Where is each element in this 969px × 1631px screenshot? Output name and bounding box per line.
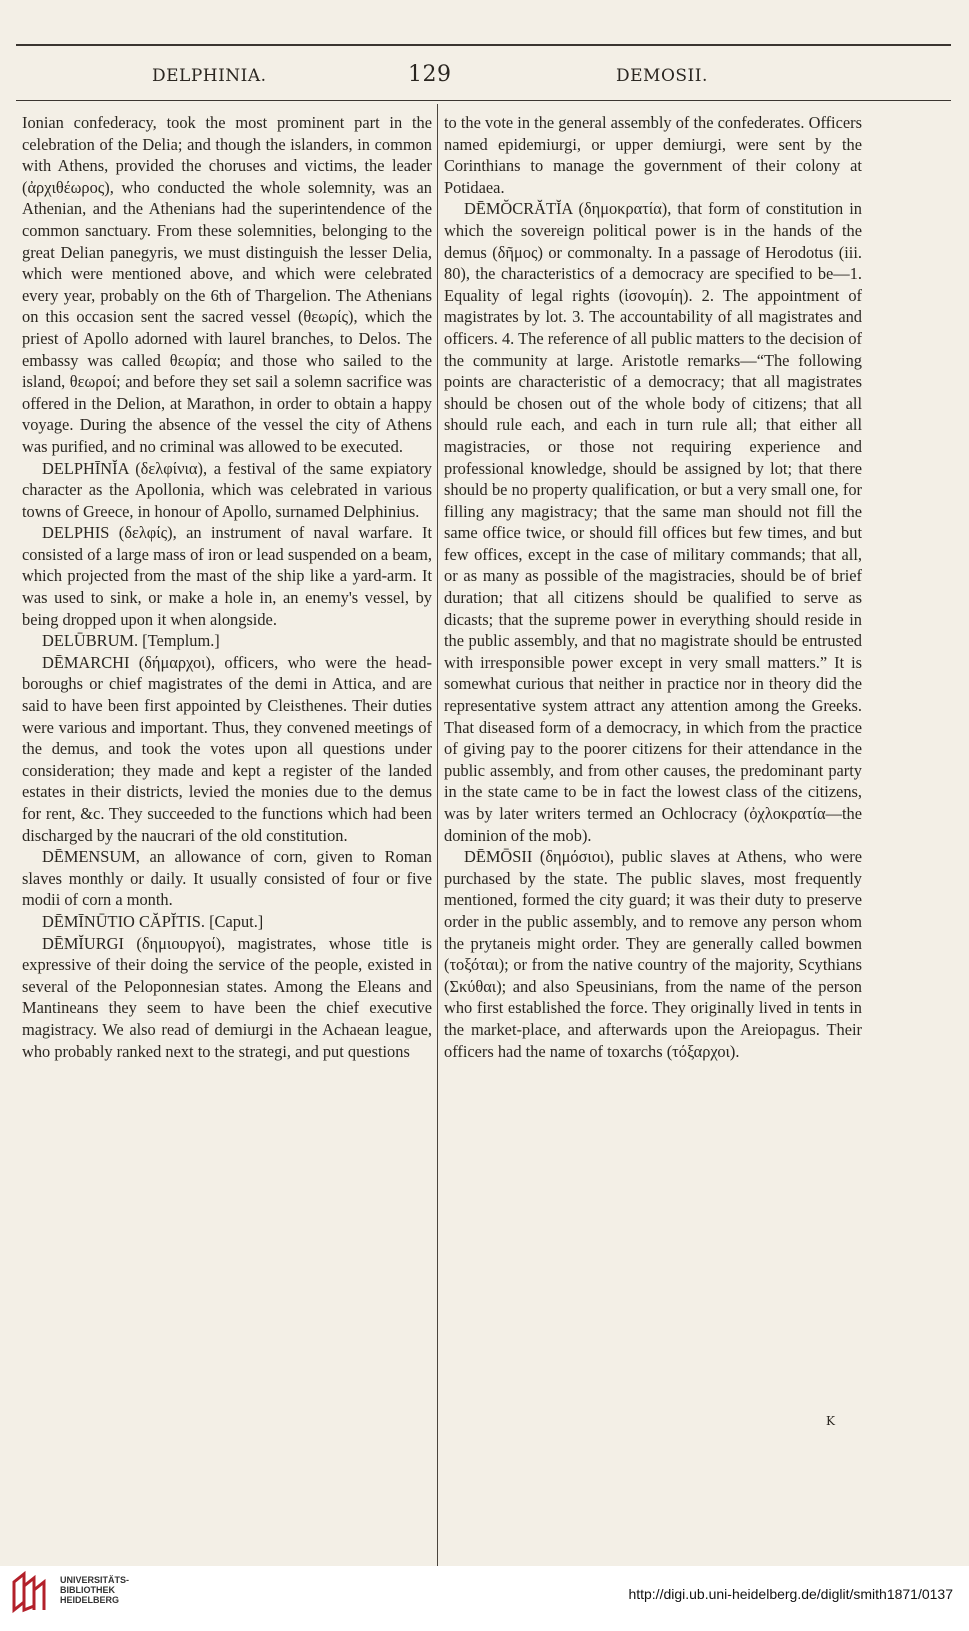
library-name-line: BIBLIOTHEK [60,1585,115,1595]
paragraph: DĒMĪNŪTIO CĂPĬTIS. [Caput.] [42,911,264,931]
running-head-right: DEMOSII. [616,66,708,86]
right-column [444,112,862,1062]
running-head [16,62,951,92]
library-name-line: UNIVERSITÄTS- [60,1575,130,1585]
paragraph: DELŪBRUM. [Templum.] [42,631,220,651]
paragraph: DĒMŎCRĂTĬA (δημοκρατία), that form of constitution in which the sovereign political power is in the hands of the demus (δῆμος) or commonalty. In a passage of Herodotus (iii. 80), the characteristics of a democracy are specified to be—1. Equality of legal rights (ἰσονομίη). 2. The appointment of magistrates by lot. 3. The accountability of all magistrates and officers. 4. The reference of all public matters to the decision of the community at large. Aristotle remarks—“The following points are characteristic of a democracy; that all magistrates should be chosen out of the whole body of citizens; that all should rule each, and each in turn rule all; that either all magistracies, or those not requiring experience and professional knowledge, should be assigned by lot; that there should be no property qualification, or but a very small one, for filling any magistracy; that the same man should not fill the same office twice, or should fill offices but few times, and but few offices, except in the case of military commands; that all, or as many as possible of the magistracies, should be of brief duration; that all citizens should be qualified to serve as dicasts; that the supreme power in everything should reside in the public assembly, and that no magistrate should be entrusted with irresponsible power except in very small matters.” It is somewhat curious that neither in practice nor in theory did the representative system attract any attention among the Greeks. That diseased form of a democracy, in which from the practice of giving pay to the poorer citizens for their attendance in the public assembly, and from other causes, the predominant party in the state came to be in fact the lowest class of the citizens, was by later writers termed an Ochlocracy (ὀχλοκρατία—the dominion of the mob). [444,199,862,845]
paragraph: DĒMŌSII (δημόσιοι), public slaves at Athens, who were purchased by the state. The public slaves, most frequently mentioned, formed the city guard; it was their duty to preserve order in the public assembly, and to remove any person whom the prytaneis might order. They are generally called bowmen (τοξόται); or from the native country of the majority, Scythians (Σκύθαι); and also Speusinians, from the name of the person who first established the force. They originally lived in tents in the market-place, and afterwards upon the Areiopagus. Their officers had the name of toxarchs (τόξαρχοι). [444,847,862,1061]
signature-mark: K [826,1414,835,1428]
top-rule [16,44,951,46]
paragraph: Ionian confederacy, took the most prominent part in the celebration of the Delia; and though the islanders, in common with Athens, provided the choruses and victims, the leader (ἀρχιθέωρος), who conducted the whole solemnity, was an Athenian, and the Athenians had the superintendence of the common sanctuary. From these solemnities, belonging to the great Delian panegyris, we must distinguish the lesser Delia, which were mentioned above, and which were celebrated every year, probably on the 6th of Thargelion. The Athenians on this occasion sent the sacred vessel (θεωρίς), which the priest of Apollo adorned with laurel branches, to Delos. The embassy was called θεωρία; and those who sailed to the island, θεωροί; and before they set sail a solemn sacrifice was offered in the Delion, at Marathon, in order to obtain a happy voyage. During the absence of the vessel the city of Athens was purified, and no criminal was allowed to be executed. [22,113,432,456]
library-name-line: HEIDELBERG [60,1595,120,1605]
library-logo-icon [10,1570,54,1614]
paragraph: DĒMĬURGI (δημιουργοί), magistrates, whose title is expressive of their doing the service of the people, existed in several of the Peloponnesian states. Among the Eleans and Mantineans they seem to have been the chief executive magistracy. We also read of demiurgi in the Achaean league, who probably ranked next to the strategi, and put questions [22,933,432,1061]
footer-bar [0,1566,969,1631]
left-column [22,112,432,1062]
library-name [60,1575,129,1605]
paragraph: DĒMARCHI (δήμαρχοι), officers, who were the head-boroughs or chief magistrates of the demi in Attica, and are said to have been first appointed by Cleisthenes. Their duties were various and important. Thus, they convened meetings of the demus, and took the votes upon all questions under consideration; they made and kept a register of the landed estates in their districts, levied the monies due to the demus for rent, &c. They succeeded to the functions which had been discharged by the naucrari of the old constitution. [22,652,432,845]
source-url-link[interactable]: http://digi.ub.uni-heidelberg.de/diglit/smith1871/0137 [628,1586,953,1602]
page-number: 129 [408,62,452,87]
header-rule [16,100,951,101]
column-divider [437,104,438,1604]
paragraph: DELPHĪNĬA (δελφίνια), a festival of the same expiatory character as the Apollonia, which was celebrated in various towns of Greece, in honour of Apollo, surnamed Delphinius. [22,458,432,521]
paragraph: DĒMENSUM, an allowance of corn, given to Roman slaves monthly or daily. It usually consisted of four or five modii of corn a month. [22,847,432,910]
running-head-left: DELPHINIA. [152,66,267,86]
paragraph: DELPHIS (δελφίς), an instrument of naval warfare. It consisted of a large mass of iron or lead suspended on a beam, which projected from the mast of the ship like a yard-arm. It was used to sink, or make a hole in, an enemy's vessel, by being dropped upon it when alongside. [22,523,432,629]
paragraph: to the vote in the general assembly of the confederates. Officers named epidemiurgi, or upper demiurgi, were sent by the Corinthians to manage the government of their colony at Potidaea. [444,113,862,197]
